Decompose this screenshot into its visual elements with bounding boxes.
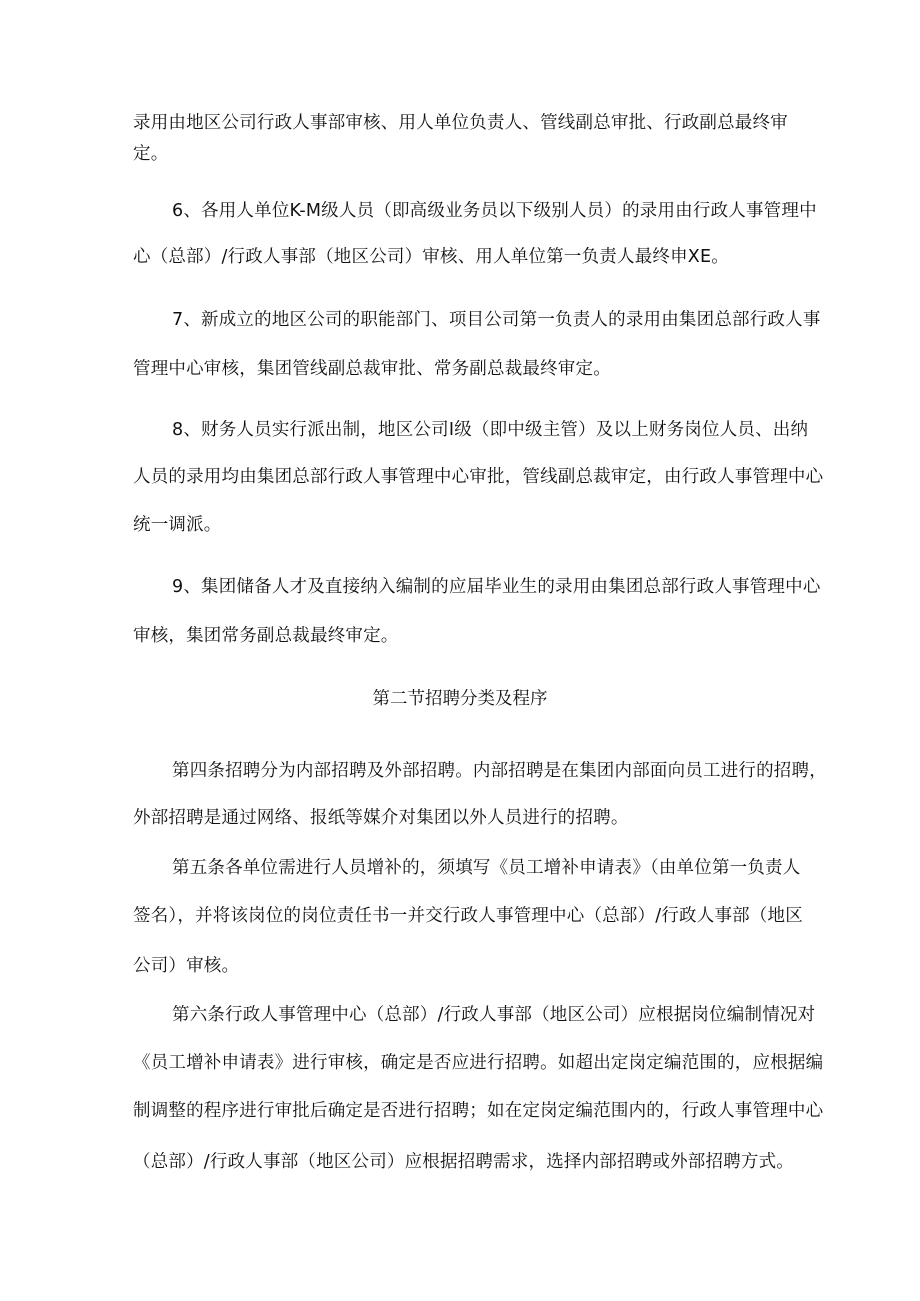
paragraph-line: 6、各用人单位K-M级人员（即高级业务员以下级别人员）的录用由行政人事管理中 (172, 201, 817, 221)
article-line: 第四条招聘分为内部招聘及外部招聘。内部招聘是在集团内部面向员工进行的招聘， (172, 761, 827, 781)
paragraph-line: 统一调派。 (133, 515, 222, 535)
paragraph-line: 心（总部）/行政人事部（地区公司）审核、用人单位第一负责人最终申XE。 (133, 247, 729, 267)
article-line: （总部）/行政人事部（地区公司）应根据招聘需求，选择内部招聘或外部招聘方式。 (133, 1152, 794, 1172)
paragraph-line: 9、集团储备人才及直接纳入编制的应届毕业生的录用由集团总部行政人事管理中心 (172, 577, 821, 597)
paragraph-line: 定。 (133, 144, 169, 164)
article-line: 第六条行政人事管理中心（总部）/行政人事部（地区公司）应根据岗位编制情况对 (172, 1005, 816, 1025)
article-line: 公司）审核。 (133, 956, 240, 976)
section-heading: 第二节招聘分类及程序 (372, 689, 548, 709)
paragraph-line: 人员的录用均由集团总部行政人事管理中心审批，管线副总裁审定，由行政人事管理中心 (133, 467, 824, 487)
paragraph-line: 7、新成立的地区公司的职能部门、项目公司第一负责人的录用由集团总部行政人事 (172, 310, 821, 330)
paragraph-line: 管理中心审核，集团管线副总裁审批、常务副总裁最终审定。 (133, 359, 611, 379)
paragraph-line: 审核，集团常务副总裁最终审定。 (133, 626, 399, 646)
article-line: 《员工增补申请表》进行审核，确定是否应进行招聘。如超出定岗定编范围的，应根据编 (133, 1053, 824, 1073)
article-line: 签名），并将该岗位的岗位责任书一并交行政人事管理中心（总部）/行政人事部（地区 (133, 906, 803, 926)
paragraph-line: 录用由地区公司行政人事部审核、用人单位负责人、管线副总审批、行政副总最终审 (133, 113, 788, 133)
paragraph-line: 8、财务人员实行派出制，地区公司I级（即中级主管）及以上财务岗位人员、出纳 (172, 420, 809, 440)
article-line: 制调整的程序进行审批后确定是否进行招聘；如在定岗定编范围内的，行政人事管理中心 (133, 1101, 824, 1121)
article-line: 外部招聘是通过网络、报纸等媒介对集团以外人员进行的招聘。 (133, 808, 629, 828)
article-line: 第五条各单位需进行人员增补的，须填写《员工增补申请表》（由单位第一负责人 (172, 858, 801, 878)
